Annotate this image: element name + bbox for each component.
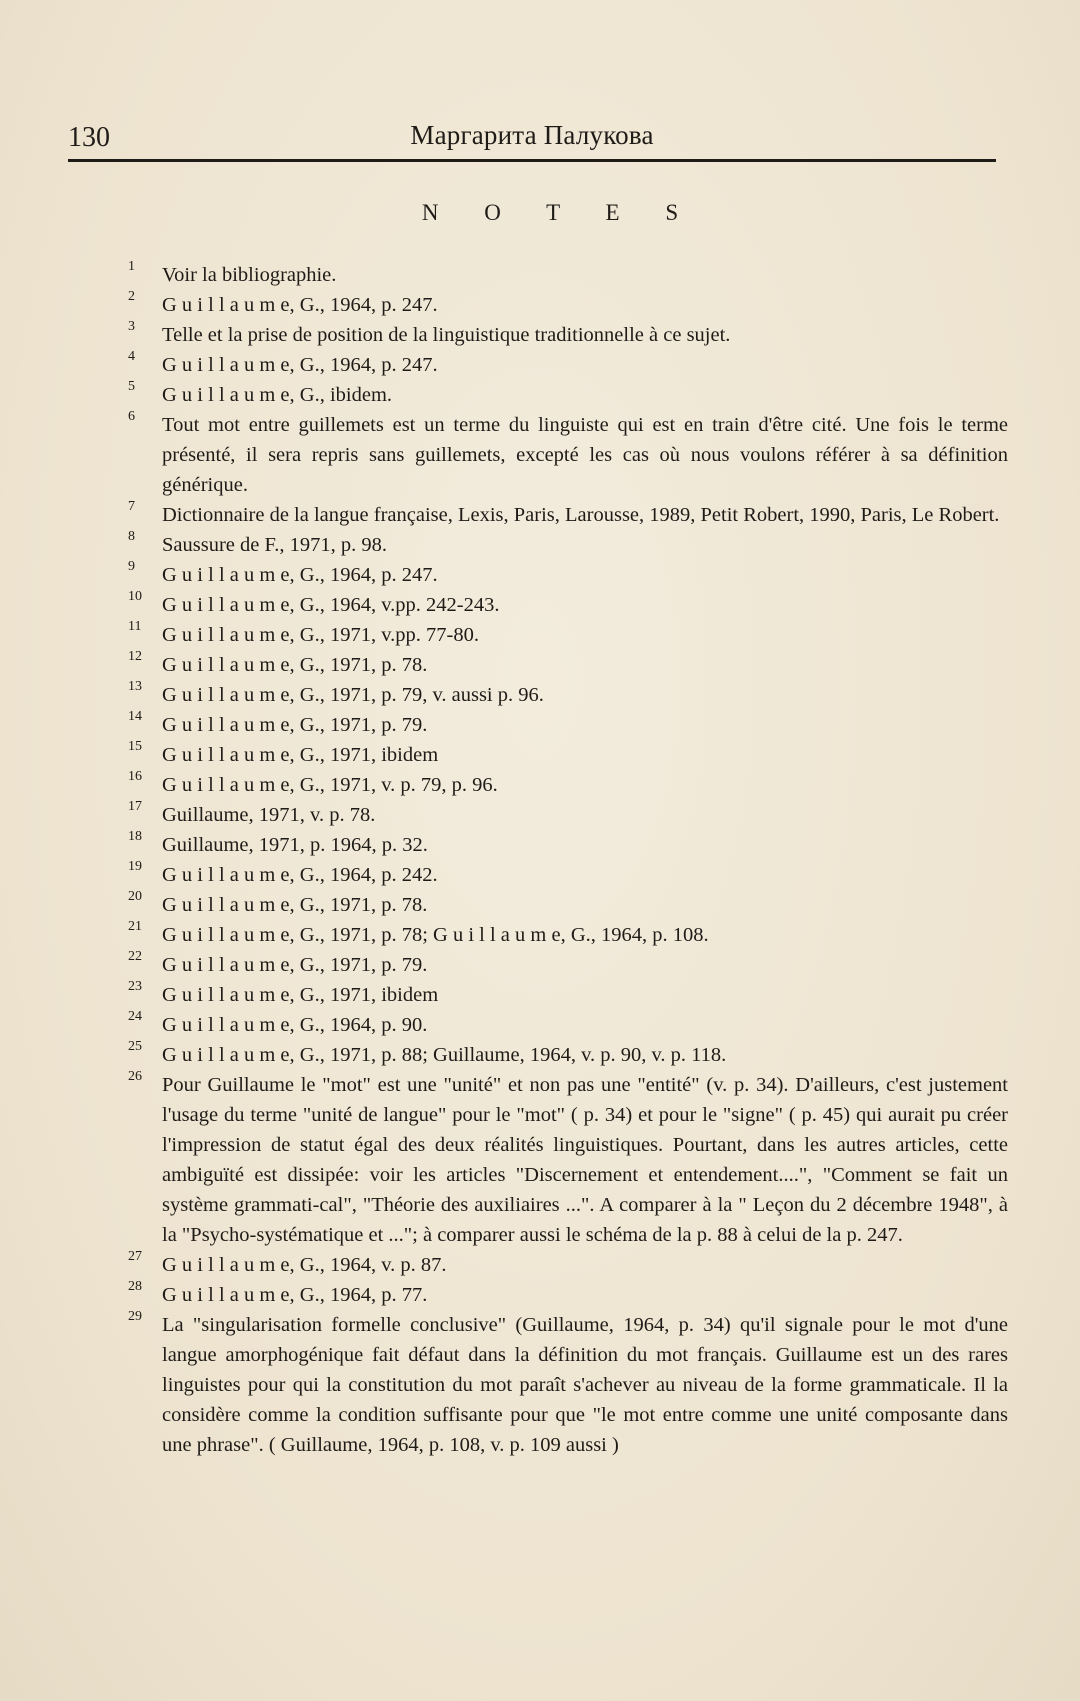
note-text: G u i l l a u m e, G., 1971, p. 78. bbox=[162, 654, 428, 676]
note-text: Dictionnaire de la langue française, Lexis, Paris, Larousse, 1989, Petit Robert, 1990, Paris, Le Robert. bbox=[162, 504, 1000, 526]
note-text: Guillaume, 1971, p. 1964, p. 32. bbox=[162, 834, 428, 856]
note-number: 8 bbox=[128, 529, 135, 544]
note-item bbox=[128, 860, 1008, 890]
note-number: 4 bbox=[128, 349, 135, 364]
note-item bbox=[128, 410, 1008, 500]
note-item bbox=[128, 530, 1008, 560]
note-text: G u i l l a u m e, G., 1971, ibidem bbox=[162, 744, 439, 766]
note-text: Voir la bibliographie. bbox=[162, 264, 337, 286]
note-number: 5 bbox=[128, 379, 135, 394]
note-text: G u i l l a u m e, G., 1964, v. p. 87. bbox=[162, 1254, 447, 1276]
note-item bbox=[128, 1250, 1008, 1280]
note-item bbox=[128, 380, 1008, 410]
note-number: 24 bbox=[128, 1009, 142, 1024]
note-item bbox=[128, 830, 1008, 860]
note-text: G u i l l a u m e, G., 1971, ibidem bbox=[162, 984, 439, 1006]
note-number: 11 bbox=[128, 619, 142, 634]
note-item bbox=[128, 770, 1008, 800]
note-number: 20 bbox=[128, 889, 142, 904]
note-number: 29 bbox=[128, 1309, 142, 1324]
note-text: Tout mot entre guillemets est un terme du linguiste qui est en train d'être cité. Une fois le terme présenté, il sera repris sans guillemets, excepté les cas où nous voulons référer à sa définition générique. bbox=[162, 414, 1008, 496]
note-text: G u i l l a u m e, G., 1964, p. 90. bbox=[162, 1014, 428, 1036]
note-number: 12 bbox=[128, 649, 142, 664]
note-item bbox=[128, 710, 1008, 740]
page-number: 130 bbox=[68, 122, 110, 153]
note-text: G u i l l a u m e, G., 1971, p. 88; Guillaume, 1964, v. p. 90, v. p. 118. bbox=[162, 1044, 727, 1066]
note-number: 23 bbox=[128, 979, 142, 994]
note-text: G u i l l a u m e, G., 1964, p. 77. bbox=[162, 1284, 428, 1306]
note-item bbox=[128, 620, 1008, 650]
note-item bbox=[128, 500, 1008, 530]
note-text: Telle et la prise de position de la linguistique traditionnelle à ce sujet. bbox=[162, 324, 731, 346]
note-number: 9 bbox=[128, 559, 135, 574]
note-number: 28 bbox=[128, 1279, 142, 1294]
note-item bbox=[128, 260, 1008, 290]
note-number: 16 bbox=[128, 769, 142, 784]
note-number: 18 bbox=[128, 829, 142, 844]
notes-title: N O T E S bbox=[421, 200, 699, 225]
note-item bbox=[128, 560, 1008, 590]
note-text: G u i l l a u m e, G., 1964, v.pp. 242-243. bbox=[162, 594, 500, 616]
note-item bbox=[128, 980, 1008, 1010]
note-number: 10 bbox=[128, 589, 142, 604]
note-item bbox=[128, 350, 1008, 380]
note-item bbox=[128, 890, 1008, 920]
note-number: 21 bbox=[128, 919, 142, 934]
note-number: 13 bbox=[128, 679, 142, 694]
note-number: 14 bbox=[128, 709, 142, 724]
note-text: G u i l l a u m e, G., 1971, p. 79. bbox=[162, 714, 428, 736]
note-item bbox=[128, 950, 1008, 980]
note-text: G u i l l a u m e, G., 1964, p. 247. bbox=[162, 564, 438, 586]
note-number: 17 bbox=[128, 799, 142, 814]
note-text: G u i l l a u m e, G., 1971, p. 78. bbox=[162, 894, 428, 916]
note-text: G u i l l a u m e, G., 1971, v. p. 79, p. 96. bbox=[162, 774, 498, 796]
note-number: 7 bbox=[128, 499, 135, 514]
note-text: G u i l l a u m e, G., 1971, p. 79, v. aussi p. 96. bbox=[162, 684, 544, 706]
note-text: G u i l l a u m e, G., 1964, p. 247. bbox=[162, 294, 438, 316]
note-number: 19 bbox=[128, 859, 142, 874]
note-item bbox=[128, 590, 1008, 620]
note-item bbox=[128, 1280, 1008, 1310]
note-number: 1 bbox=[128, 259, 135, 274]
note-number: 6 bbox=[128, 409, 135, 424]
note-item bbox=[128, 920, 1008, 950]
page-header bbox=[68, 112, 996, 156]
notes-list bbox=[128, 260, 1008, 1460]
note-number: 3 bbox=[128, 319, 135, 334]
note-item bbox=[128, 740, 1008, 770]
note-number: 2 bbox=[128, 289, 135, 304]
note-number: 22 bbox=[128, 949, 142, 964]
running-head: Маргарита Палукова bbox=[410, 120, 654, 150]
note-text: G u i l l a u m e, G., 1964, p. 242. bbox=[162, 864, 438, 886]
note-item bbox=[128, 650, 1008, 680]
note-text: Pour Guillaume le "mot" est une "unité" et non pas une "entité" (v. p. 34). D'ailleurs, c'est justement l'usage du terme "unité de langue" pour le "mot" ( p. 34) et pour le "signe" ( p. 45) qui aurait pu créer l'impression de statut égal des deux réalités linguistiques. Pourtant, dans les autres articles, cette ambiguïté est dissipée: voir les articles "Discernement et entendement....", "Comment se fait un système grammati-cal", "Théorie des auxiliaires ...". A comparer à la " Leçon du 2 décembre 1948", à la "Psycho-systématique et ..."; à comparer aussi le schéma de la p. 88 à celui de la p. 247. bbox=[162, 1074, 1008, 1246]
note-item bbox=[128, 1070, 1008, 1250]
note-text: G u i l l a u m e, G., 1971, p. 79. bbox=[162, 954, 428, 976]
note-text: G u i l l a u m e, G., 1971, v.pp. 77-80. bbox=[162, 624, 479, 646]
note-item bbox=[128, 1310, 1008, 1460]
note-item bbox=[128, 290, 1008, 320]
note-text: La "singularisation formelle conclusive" (Guillaume, 1964, p. 34) qu'il signale pour le mot d'une langue amorphogénique fait défaut dans la définition du mot français. Guillaume est un des rares linguistes pour qui la constitution du mot paraît s'achever au niveau de la forme grammaticale. Il la considère comme la condition suffisante pour que "le mot entre comme une unité composante dans une phrase". ( Guillaume, 1964, p. 108, v. p. 109 aussi ) bbox=[162, 1314, 1008, 1456]
note-text: G u i l l a u m e, G., 1971, p. 78; G u i l l a u m e, G., 1964, p. 108. bbox=[162, 924, 709, 946]
header-rule bbox=[68, 159, 996, 162]
note-item bbox=[128, 680, 1008, 710]
note-item bbox=[128, 1010, 1008, 1040]
note-number: 27 bbox=[128, 1249, 142, 1264]
note-text: Saussure de F., 1971, p. 98. bbox=[162, 534, 387, 556]
note-number: 15 bbox=[128, 739, 142, 754]
note-text: G u i l l a u m e, G., ibidem. bbox=[162, 384, 393, 406]
note-number: 26 bbox=[128, 1069, 142, 1084]
note-text: G u i l l a u m e, G., 1964, p. 247. bbox=[162, 354, 438, 376]
note-item bbox=[128, 800, 1008, 830]
note-item bbox=[128, 320, 1008, 350]
note-number: 25 bbox=[128, 1039, 142, 1054]
note-item bbox=[128, 1040, 1008, 1070]
note-text: Guillaume, 1971, v. p. 78. bbox=[162, 804, 376, 826]
